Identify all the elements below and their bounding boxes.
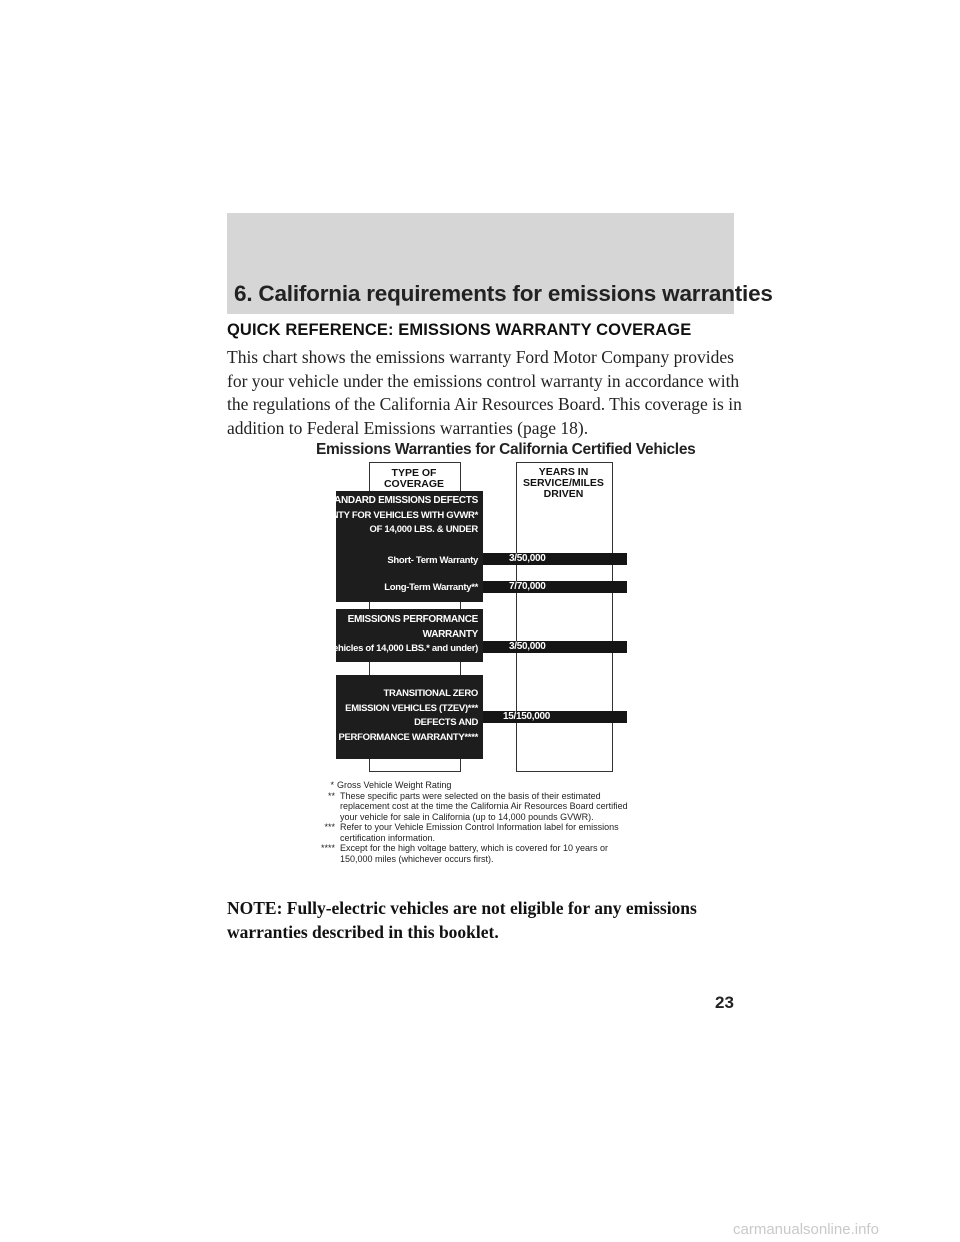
footnote-line: certification information. — [340, 832, 436, 843]
chart-title: Emissions Warranties for California Certified Vehicles — [316, 441, 696, 458]
block-line: DEFECTS AND — [414, 717, 478, 728]
column-header-line: SERVICE/MILES — [523, 477, 604, 489]
page-number: 23 — [715, 993, 734, 1012]
standard-emissions-warranty-block — [297, 491, 483, 602]
coverage-value: 7/70,000 — [509, 581, 546, 592]
intro-line: the regulations of the California Air Resources Board. This coverage is in — [227, 394, 742, 414]
block-line: WARRANTY FOR VEHICLES WITH GVWR* — [297, 509, 478, 521]
intro-line: for your vehicle under the emissions control warranty in accordance with — [227, 370, 740, 391]
emissions-performance-warranty-block — [324, 609, 483, 662]
column-header-line: TYPE OF — [391, 467, 437, 479]
block-line: EMISSIONS PERFORMANCE — [347, 614, 478, 625]
footnote-line: Except for the high voltage battery, which is covered for 10 years or — [340, 843, 608, 853]
column-header-line: COVERAGE — [383, 478, 445, 490]
chart-footnotes — [318, 780, 628, 864]
coverage-value: 3/50,000 — [509, 641, 546, 652]
watermark: carmanualsonline.info — [733, 1221, 879, 1238]
tzev-coverage-bar — [483, 711, 627, 723]
footnote — [318, 780, 628, 791]
section-heading: QUICK REFERENCE: EMISSIONS WARRANTY COVERAGE — [227, 321, 692, 339]
footnote-line: Gross Vehicle Weight Rating — [337, 780, 452, 790]
footnote-line: These specific parts were selected on the basis of their estimated — [340, 790, 601, 801]
short-term-warranty-label: Short- Term Warranty — [387, 555, 478, 566]
footnote — [318, 791, 628, 823]
block-line: EMISSION VEHICLES (TZEV)*** — [345, 702, 478, 714]
block-line: STANDARD EMISSIONS DEFECTS — [322, 495, 478, 506]
block-line: OF 14,000 LBS. & UNDER — [369, 524, 478, 535]
electric-vehicle-note — [227, 897, 747, 944]
block-line: WARRANTY — [422, 628, 478, 640]
footnote-mark: ** — [327, 790, 335, 801]
footnote-mark: *** — [324, 822, 335, 832]
intro-paragraph — [227, 346, 742, 440]
footnote-line: 150,000 miles (whichever occurs first). — [340, 853, 494, 864]
footnote-line: Refer to your Vehicle Emission Control Information label for emissions — [340, 822, 619, 832]
long-term-warranty-label: Long-Term Warranty** — [384, 582, 478, 593]
footnote — [318, 843, 628, 864]
long-term-coverage-bar — [483, 581, 627, 593]
type-of-coverage-header — [369, 468, 459, 490]
intro-line: addition to Federal Emissions warranties (page 18). — [227, 417, 589, 438]
footnote-mark: * — [330, 780, 334, 790]
years-miles-column — [516, 462, 613, 772]
note-line: warranties described in this booklet. — [227, 921, 499, 942]
footnote — [318, 822, 628, 843]
chapter-title: 6. California requirements for emissions warranties — [234, 281, 773, 306]
intro-line: This chart shows the emissions warranty Ford Motor Company provides — [227, 347, 734, 367]
performance-coverage-bar — [483, 641, 627, 653]
short-term-coverage-bar — [483, 553, 627, 565]
column-header-line: YEARS IN — [538, 466, 589, 478]
block-line: PERFORMANCE WARRANTY**** — [338, 731, 478, 743]
block-line: TRANSITIONAL ZERO — [383, 688, 478, 699]
footnote-line: replacement cost at the time the California Air Resources Board certified — [340, 801, 628, 811]
coverage-value: 3/50,000 — [509, 553, 546, 564]
years-miles-header — [516, 467, 611, 500]
column-header-line: DRIVEN — [543, 488, 584, 500]
tzev-warranty-block — [336, 675, 483, 759]
footnote-mark: **** — [320, 843, 335, 853]
block-line: (Vehicles of 14,000 LBS.* and under) — [324, 643, 478, 654]
note-line: NOTE: Fully-electric vehicles are not eligible for any emissions — [227, 898, 697, 918]
footnote-line: your vehicle for sale in California (up to 14,000 pounds GVWR). — [340, 811, 594, 822]
coverage-value: 15/150,000 — [503, 711, 551, 722]
